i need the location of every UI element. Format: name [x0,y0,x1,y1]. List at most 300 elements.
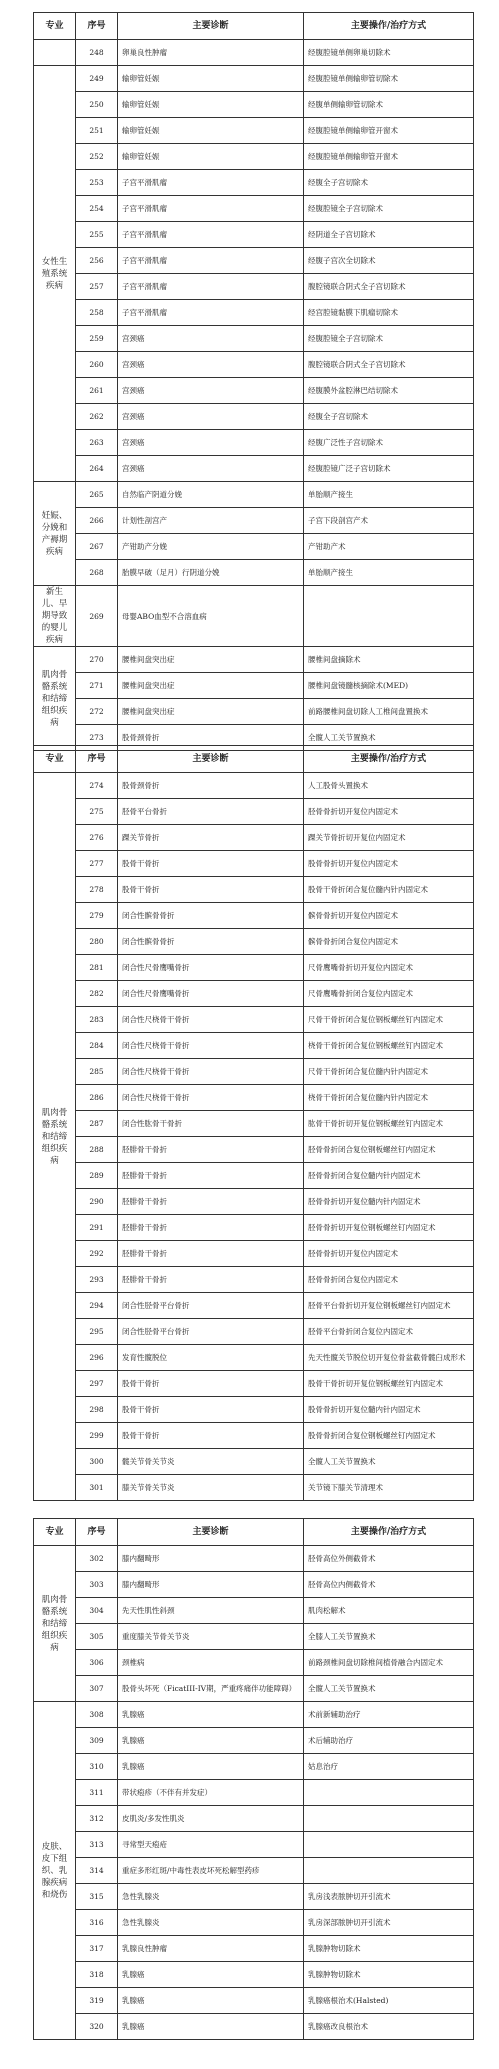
procedure-cell: 经腹腔镜单侧输卵管开窗术 [304,118,474,144]
number-cell: 273 [76,725,118,751]
diagnosis-cell: 输卵管妊娠 [118,66,304,92]
number-cell: 261 [76,378,118,404]
diagnosis-cell: 宫颈癌 [118,352,304,378]
specialty-cell: 皮肤、皮下组织、乳腺疾病和烧伤 [34,1702,76,2040]
diagnosis-cell: 宫颈癌 [118,378,304,404]
procedure-cell: 肌肉松解术 [304,1598,474,1624]
table-row [34,1676,474,1702]
number-cell: 271 [76,673,118,699]
number-cell: 262 [76,404,118,430]
procedure-cell: 关节镜下膝关节清理术 [304,1475,474,1501]
diagnosis-cell: 发育性髋脱位 [118,1345,304,1371]
number-cell: 276 [76,825,118,851]
number-cell: 312 [76,1806,118,1832]
procedure-cell: 先天性髋关节脱位切开复位骨盆截骨髋臼成形术 [304,1345,474,1371]
procedure-cell: 单胎顺产接生 [304,482,474,508]
header-procedure: 主要操作/治疗方式 [304,13,474,40]
header-procedure: 主要操作/治疗方式 [304,1519,474,1546]
table-row [34,1910,474,1936]
procedure-cell: 尺骨干骨折闭合复位髓内针内固定术 [304,1059,474,1085]
number-cell: 283 [76,1007,118,1033]
diagnosis-cell: 闭合性尺桡骨干骨折 [118,1059,304,1085]
table-row [34,144,474,170]
number-cell: 254 [76,196,118,222]
table-row [34,955,474,981]
diagnosis-cell: 重症多形红斑/中毒性表皮坏死松解型药疹 [118,1858,304,1884]
table-row [34,799,474,825]
table-row [34,1137,474,1163]
diagnosis-cell: 闭合性胫骨平台骨折 [118,1293,304,1319]
procedure-cell: 全膝人工关节置换术 [304,1624,474,1650]
table-row [34,1962,474,1988]
diagnosis-cell: 乳腺癌 [118,1988,304,2014]
procedure-cell [304,586,474,647]
table-row [34,482,474,508]
diagnosis-cell: 胫腓骨干骨折 [118,1241,304,1267]
number-cell: 318 [76,1962,118,1988]
table-row [34,825,474,851]
number-cell: 317 [76,1936,118,1962]
procedure-cell: 经腹腔镜单侧输卵管切除术 [304,66,474,92]
procedure-cell: 腹腔镜联合阴式全子宫切除术 [304,274,474,300]
procedure-cell: 尺骨鹰嘴骨折闭合复位内固定术 [304,981,474,1007]
diagnosis-cell: 输卵管妊娠 [118,118,304,144]
procedure-cell: 腰椎间盘镜髓核摘除术(MED) [304,673,474,699]
diagnosis-cell: 胫腓骨干骨折 [118,1137,304,1163]
diagnosis-cell: 子宫平滑肌瘤 [118,222,304,248]
diagnosis-cell: 膝内翻畸形 [118,1546,304,1572]
number-cell: 257 [76,274,118,300]
number-cell: 278 [76,877,118,903]
number-cell: 260 [76,352,118,378]
table-row [34,300,474,326]
diagnosis-cell: 急性乳腺炎 [118,1884,304,1910]
procedure-cell: 胫骨骨折闭合复位钢板螺丝钉内固定术 [304,1137,474,1163]
procedure-cell: 胫骨骨折切开复位内固定术 [304,1241,474,1267]
table-row [34,903,474,929]
table-row [34,1345,474,1371]
diagnosis-cell: 胫骨平台骨折 [118,799,304,825]
diagnosis-cell: 膝内翻畸形 [118,1572,304,1598]
table-row [34,196,474,222]
diagnosis-cell: 股骨颈骨折 [118,725,304,751]
number-cell: 256 [76,248,118,274]
diagnosis-cell: 子宫平滑肌瘤 [118,274,304,300]
procedure-cell: 胫骨高位内侧截骨术 [304,1572,474,1598]
diagnosis-cell: 胫腓骨干骨折 [118,1215,304,1241]
diagnosis-cell: 股骨颈骨折 [118,773,304,799]
diagnosis-cell: 子宫平滑肌瘤 [118,170,304,196]
number-cell: 303 [76,1572,118,1598]
number-cell: 255 [76,222,118,248]
table-row [34,1832,474,1858]
procedure-cell: 全髋人工关节置换术 [304,725,474,751]
number-cell: 315 [76,1884,118,1910]
number-cell: 309 [76,1728,118,1754]
number-cell: 285 [76,1059,118,1085]
table-row [34,92,474,118]
table-row [34,222,474,248]
procedure-cell: 胫骨骨折闭合复位髓内针内固定术 [304,1163,474,1189]
table-row [34,170,474,196]
diagnosis-cell: 闭合性尺骨鹰嘴骨折 [118,955,304,981]
diagnosis-cell: 闭合性髌骨骨折 [118,903,304,929]
table-row [34,1988,474,2014]
diagnosis-cell: 输卵管妊娠 [118,144,304,170]
number-cell: 259 [76,326,118,352]
table-row [34,1780,474,1806]
procedure-cell: 经腹腔镜广泛子宫切除术 [304,456,474,482]
table-row [34,1267,474,1293]
number-cell: 258 [76,300,118,326]
procedure-cell: 经腹腔镜全子宫切除术 [304,196,474,222]
procedure-cell: 术后辅助治疗 [304,1728,474,1754]
diagnosis-cell: 股骨干骨折 [118,877,304,903]
number-cell: 253 [76,170,118,196]
table-row [34,1163,474,1189]
table-row [34,274,474,300]
number-cell: 313 [76,1832,118,1858]
procedure-cell: 股骨干骨折闭合复位髓内针内固定术 [304,877,474,903]
table-row [34,378,474,404]
table-row [34,1189,474,1215]
procedure-cell: 人工股骨头置换术 [304,773,474,799]
number-cell: 272 [76,699,118,725]
diagnosis-cell: 腰椎间盘突出症 [118,647,304,673]
number-cell: 286 [76,1085,118,1111]
table-row [34,647,474,673]
number-cell: 289 [76,1163,118,1189]
procedure-cell: 乳腺肿物切除术 [304,1962,474,1988]
diagnosis-cell: 乳腺良性肿瘤 [118,1936,304,1962]
table-header-row [34,1519,474,1546]
diagnosis-cell: 胫腓骨干骨折 [118,1267,304,1293]
procedure-cell: 经腹腔镜单侧输卵管开窗术 [304,144,474,170]
diagnosis-cell: 子宫平滑肌瘤 [118,196,304,222]
procedure-cell: 经宫腔镜黏膜下肌瘤切除术 [304,300,474,326]
number-cell: 277 [76,851,118,877]
procedure-cell: 腰椎间盘摘除术 [304,647,474,673]
diagnosis-cell: 闭合性尺桡骨干骨折 [118,1033,304,1059]
table-row [34,560,474,586]
table-row [34,1728,474,1754]
number-cell: 287 [76,1111,118,1137]
number-cell: 270 [76,647,118,673]
table-row [34,326,474,352]
procedure-cell: 腹腔镜联合阴式全子宫切除术 [304,352,474,378]
diagnosis-cell: 重度膝关节骨关节炎 [118,1624,304,1650]
procedure-cell: 桡骨干骨折闭合复位钢板螺丝钉内固定术 [304,1033,474,1059]
number-cell: 299 [76,1423,118,1449]
procedure-cell: 乳腺癌根治术(Halsted) [304,1988,474,2014]
table-row [34,430,474,456]
table-row [34,877,474,903]
table-row [34,1059,474,1085]
number-cell: 284 [76,1033,118,1059]
procedure-cell [304,1780,474,1806]
diagnosis-cell: 胎膜早破（足月）行阴道分娩 [118,560,304,586]
procedure-cell: 乳腺肿物切除术 [304,1936,474,1962]
number-cell: 250 [76,92,118,118]
procedure-cell: 经腹广泛性子宫切除术 [304,430,474,456]
number-cell: 265 [76,482,118,508]
header-number: 序号 [76,1519,118,1546]
diagnosis-cell: 急性乳腺炎 [118,1910,304,1936]
diagnosis-cell: 颈椎病 [118,1650,304,1676]
procedure-cell: 股骨骨折切开复位髓内针内固定术 [304,1397,474,1423]
procedure-cell: 乳腺癌改良根治术 [304,2014,474,2040]
number-cell: 281 [76,955,118,981]
procedure-cell: 肱骨干骨折切开复位钢板螺丝钉内固定术 [304,1111,474,1137]
table-row [34,1033,474,1059]
diagnosis-cell: 髋关节骨关节炎 [118,1449,304,1475]
table-row [34,1624,474,1650]
number-cell: 251 [76,118,118,144]
table-row [34,456,474,482]
table-row [34,586,474,647]
header-specialty: 专业 [34,1519,76,1546]
table-row [34,1572,474,1598]
number-cell: 298 [76,1397,118,1423]
table-row [34,1598,474,1624]
header-diagnosis: 主要诊断 [118,13,304,40]
diagnosis-cell: 闭合性尺骨鹰嘴骨折 [118,981,304,1007]
diagnosis-table-3 [33,1518,474,2040]
number-cell: 294 [76,1293,118,1319]
procedure-cell: 乳房浅表脓肿切开引流术 [304,1884,474,1910]
table-row [34,1319,474,1345]
table-row [34,1449,474,1475]
diagnosis-cell: 宫颈癌 [118,404,304,430]
number-cell: 267 [76,534,118,560]
table-row [34,40,474,66]
table-row [34,929,474,955]
table-row [34,508,474,534]
procedure-cell: 胫骨平台骨折切开复位钢板螺丝钉内固定术 [304,1293,474,1319]
table-row [34,1546,474,1572]
table-row [34,352,474,378]
number-cell: 316 [76,1910,118,1936]
procedure-cell: 姑息治疗 [304,1754,474,1780]
number-cell: 308 [76,1702,118,1728]
number-cell: 266 [76,508,118,534]
procedure-cell: 胫骨平台骨折闭合复位内固定术 [304,1319,474,1345]
table-row [34,981,474,1007]
header-diagnosis: 主要诊断 [118,1519,304,1546]
number-cell: 291 [76,1215,118,1241]
diagnosis-cell: 股骨头坏死（FicatIII-IV期，严重疼痛伴功能障碍） [118,1676,304,1702]
procedure-cell: 经腹膜外盆腔淋巴结切除术 [304,378,474,404]
diagnosis-table-2 [33,745,474,1501]
diagnosis-cell: 乳腺癌 [118,1754,304,1780]
diagnosis-cell: 乳腺癌 [118,2014,304,2040]
number-cell: 275 [76,799,118,825]
specialty-cell: 肌肉骨骼系统和结缔组织疾病 [34,1546,76,1702]
table-row [34,773,474,799]
table-row [34,118,474,144]
procedure-cell: 前路颈椎间盘切除椎间植骨融合内固定术 [304,1650,474,1676]
procedure-cell: 乳房深部脓肿切开引流术 [304,1910,474,1936]
table-row [34,66,474,92]
number-cell: 306 [76,1650,118,1676]
number-cell: 293 [76,1267,118,1293]
table-header-row [34,746,474,773]
procedure-cell: 尺骨鹰嘴骨折切开复位内固定术 [304,955,474,981]
table-header-row [34,13,474,40]
number-cell: 252 [76,144,118,170]
procedure-cell: 前路腰椎间盘切除人工椎间盘置换术 [304,699,474,725]
number-cell: 274 [76,773,118,799]
diagnosis-cell: 寻常型天疱疮 [118,1832,304,1858]
number-cell: 292 [76,1241,118,1267]
diagnosis-cell: 股骨干骨折 [118,1371,304,1397]
table-row [34,1397,474,1423]
diagnosis-cell: 皮肌炎/多发性肌炎 [118,1806,304,1832]
procedure-cell: 胫骨骨折切开复位髓内针内固定术 [304,1189,474,1215]
procedure-cell: 尺骨干骨折闭合复位钢板螺丝钉内固定术 [304,1007,474,1033]
table-row [34,2014,474,2040]
procedure-cell [304,1832,474,1858]
number-cell: 268 [76,560,118,586]
table-row [34,1111,474,1137]
specialty-cell: 新生儿、早期导致的婴儿疾病 [34,586,76,647]
number-cell: 310 [76,1754,118,1780]
diagnosis-cell: 自然临产阴道分娩 [118,482,304,508]
diagnosis-cell: 输卵管妊娠 [118,92,304,118]
procedure-cell: 子宫下段剖宫产术 [304,508,474,534]
table-row [34,673,474,699]
number-cell: 296 [76,1345,118,1371]
diagnosis-cell: 胫腓骨干骨折 [118,1189,304,1215]
table-row [34,1215,474,1241]
table-row [34,851,474,877]
number-cell: 288 [76,1137,118,1163]
table-row [34,1293,474,1319]
specialty-cell: 女性生殖系统疾病 [34,66,76,482]
diagnosis-cell: 闭合性髌骨骨折 [118,929,304,955]
table-row [34,1085,474,1111]
header-diagnosis: 主要诊断 [118,746,304,773]
diagnosis-cell: 闭合性肱骨干骨折 [118,1111,304,1137]
table-row [34,1754,474,1780]
diagnosis-cell: 腰椎间盘突出症 [118,699,304,725]
procedure-cell: 经腹全子宫切除术 [304,170,474,196]
specialty-cell [34,40,76,66]
number-cell: 314 [76,1858,118,1884]
diagnosis-cell: 股骨干骨折 [118,1397,304,1423]
number-cell: 319 [76,1988,118,2014]
number-cell: 302 [76,1546,118,1572]
table-row [34,404,474,430]
number-cell: 300 [76,1449,118,1475]
procedure-cell: 胫骨高位外侧截骨术 [304,1546,474,1572]
diagnosis-cell: 先天性肌性斜颈 [118,1598,304,1624]
table-row [34,1371,474,1397]
diagnosis-cell: 乳腺癌 [118,1962,304,1988]
table-row [34,248,474,274]
specialty-cell: 肌肉骨骼系统和结缔组织疾病 [34,773,76,1501]
procedure-cell: 经阴道全子宫切除术 [304,222,474,248]
diagnosis-cell: 母婴ABO血型不合溶血病 [118,586,304,647]
number-cell: 305 [76,1624,118,1650]
procedure-cell: 术前新辅助治疗 [304,1702,474,1728]
diagnosis-cell: 股骨干骨折 [118,1423,304,1449]
diagnosis-table-1 [33,12,474,751]
diagnosis-cell: 股骨干骨折 [118,851,304,877]
header-number: 序号 [76,746,118,773]
table-row [34,1806,474,1832]
diagnosis-cell: 带状疱疹（不伴有并发症） [118,1780,304,1806]
number-cell: 290 [76,1189,118,1215]
number-cell: 269 [76,586,118,647]
diagnosis-cell: 宫颈癌 [118,326,304,352]
number-cell: 307 [76,1676,118,1702]
number-cell: 311 [76,1780,118,1806]
number-cell: 297 [76,1371,118,1397]
number-cell: 304 [76,1598,118,1624]
table-row [34,534,474,560]
specialty-cell: 妊娠、分娩和产褥期疾病 [34,482,76,586]
procedure-cell: 踝关节骨折切开复位内固定术 [304,825,474,851]
procedure-cell: 产钳助产术 [304,534,474,560]
diagnosis-cell: 乳腺癌 [118,1702,304,1728]
number-cell: 263 [76,430,118,456]
table-row [34,699,474,725]
number-cell: 264 [76,456,118,482]
procedure-cell [304,1858,474,1884]
specialty-cell: 肌肉骨骼系统和结缔组织疾病 [34,647,76,751]
table-row [34,1241,474,1267]
diagnosis-cell: 子宫平滑肌瘤 [118,248,304,274]
diagnosis-cell: 踝关节骨折 [118,825,304,851]
number-cell: 320 [76,2014,118,2040]
procedure-cell [304,1806,474,1832]
table-row [34,1702,474,1728]
number-cell: 301 [76,1475,118,1501]
number-cell: 295 [76,1319,118,1345]
table-row [34,1884,474,1910]
diagnosis-cell: 膝关节骨关节炎 [118,1475,304,1501]
procedure-cell: 经腹子宫次全切除术 [304,248,474,274]
diagnosis-cell: 闭合性胫骨平台骨折 [118,1319,304,1345]
diagnosis-cell: 乳腺癌 [118,1728,304,1754]
procedure-cell: 桡骨干骨折闭合复位髓内针内固定术 [304,1085,474,1111]
procedure-cell: 胫骨骨折切开复位钢板螺丝钉内固定术 [304,1215,474,1241]
table-row [34,1423,474,1449]
procedure-cell: 经腹单侧输卵管切除术 [304,92,474,118]
procedure-cell: 经腹腔镜单侧卵巢切除术 [304,40,474,66]
diagnosis-cell: 产钳助产分娩 [118,534,304,560]
diagnosis-cell: 闭合性尺桡骨干骨折 [118,1007,304,1033]
diagnosis-cell: 子宫平滑肌瘤 [118,300,304,326]
header-specialty: 专业 [34,746,76,773]
procedure-cell: 经腹全子宫切除术 [304,404,474,430]
procedure-cell: 单胎顺产接生 [304,560,474,586]
diagnosis-cell: 计划性剖宫产 [118,508,304,534]
procedure-cell: 股骨骨折切开复位内固定术 [304,851,474,877]
table-row [34,1007,474,1033]
procedure-cell: 股骨骨折闭合复位钢板螺丝钉内固定术 [304,1423,474,1449]
diagnosis-cell: 宫颈癌 [118,456,304,482]
procedure-cell: 经腹腔镜全子宫切除术 [304,326,474,352]
header-number: 序号 [76,13,118,40]
diagnosis-cell: 卵巢良性肿瘤 [118,40,304,66]
table-row [34,1936,474,1962]
number-cell: 279 [76,903,118,929]
table-row [34,1475,474,1501]
number-cell: 249 [76,66,118,92]
procedure-cell: 髌骨骨折切开复位内固定术 [304,903,474,929]
